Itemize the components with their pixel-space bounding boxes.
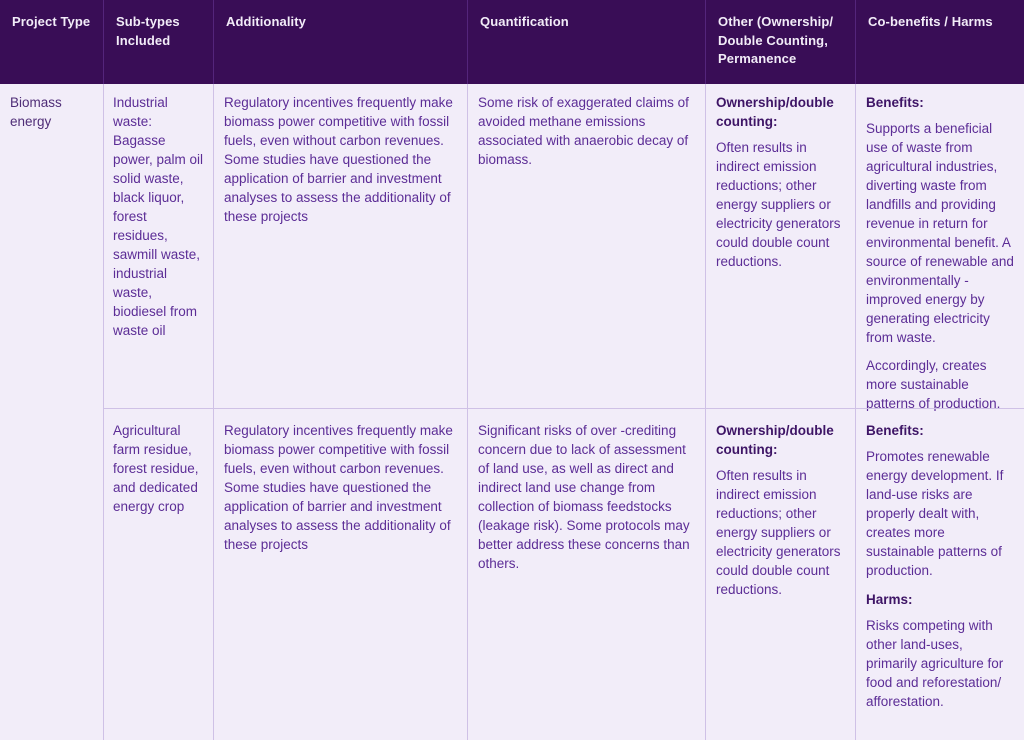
cell-subtypes-row2: Agricultural farm residue, forest residue, and dedicated energy crop: [103, 408, 213, 740]
cell-quantification-row2: Significant risks of over -crediting concern due to lack of assessment of land use, as well as direct and indirect land use change from collection of biomass feedstocks (leakage risk). Some protocols may better address these concerns than others.: [467, 408, 705, 740]
benefits-paragraph2-row1: Accordingly, creates more sustainable patterns of production.: [866, 358, 1001, 411]
cell-cobenefits-row2: [855, 408, 1024, 740]
table-header-row: [0, 0, 1024, 84]
benefits-paragraph1-row2: Promotes renewable energy development. If land-use risks are properly dealt with, creates more sustainable patterns of production.: [866, 449, 1004, 578]
cell-other-row2: [705, 408, 855, 740]
cell-additionality-row2: Regulatory incentives frequently make biomass power competitive with fossil fuels, even without carbon revenues. Some studies have questioned the application of barrier and investment analyses to assess the additionality of these projects: [213, 408, 467, 740]
table-body: [0, 84, 1024, 740]
harms-heading-row2: Harms:: [866, 592, 913, 607]
cell-quantification-row1: Some risk of exaggerated claims of avoided methane emissions associated with anaerobic decay of biomass.: [467, 84, 705, 408]
cell-cobenefits-row1: [855, 84, 1024, 411]
column-header-quantification: Quantification: [467, 0, 705, 84]
column-header-project-type: Project Type: [12, 14, 91, 29]
column-header-other: Other (Ownership/ Double Counting, Permanence: [705, 0, 855, 84]
ownership-heading-row2: Ownership/double counting:: [716, 423, 834, 457]
harms-paragraph1-row2: Risks competing with other land-uses, primarily agriculture for food and reforestation/ afforestation.: [866, 618, 1004, 709]
column-header-additionality: Additionality: [213, 0, 467, 84]
benefits-heading-row1: Benefits:: [866, 95, 924, 110]
benefits-paragraph1-row1: Supports a beneficial use of waste from agricultural industries, diverting waste from landfills and providing revenue in return for environmental benefit. A source of renewable and environmentally -improved energy by generating electricity from waste.: [866, 121, 1014, 345]
benefits-heading-row2: Benefits:: [866, 423, 924, 438]
column-header-subtypes: Sub-types Included: [103, 0, 213, 84]
ownership-heading-row1: Ownership/double counting:: [716, 95, 834, 129]
ownership-body-row1: Often results in indirect emission reductions; other energy suppliers or electricity generators could double count reductions.: [716, 140, 841, 269]
cell-project-type: Biomass energy: [10, 95, 62, 129]
cell-other-row1: [705, 84, 855, 408]
cell-subtypes-row1: Industrial waste: Bagasse power, palm oil solid waste, black liquor, forest residues, sawmill waste, industrial waste, biodiesel from waste oil: [103, 84, 213, 408]
cell-additionality-row1: Regulatory incentives frequently make biomass power competitive with fossil fuels, even without carbon revenues. Some studies have questioned the application of barrier and investment analyses to assess the additionality of these projects: [213, 84, 467, 408]
ownership-body-row2: Often results in indirect emission reductions; other energy suppliers or electricity generators could double count reductions.: [716, 468, 841, 597]
column-header-cobenefits: Co-benefits / Harms: [855, 0, 1024, 84]
